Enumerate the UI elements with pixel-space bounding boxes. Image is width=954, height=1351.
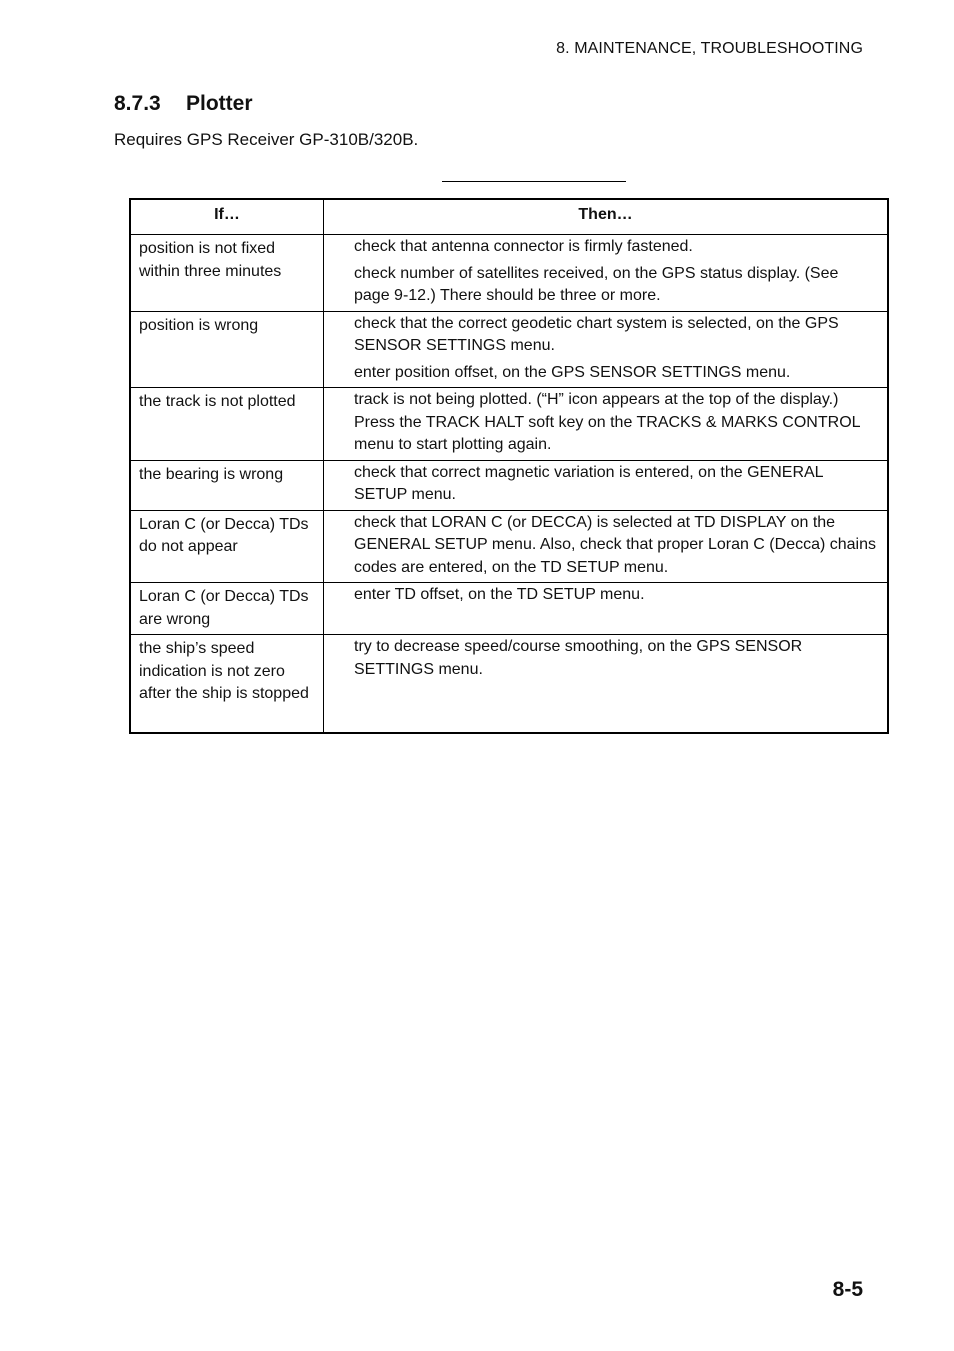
table-header-row	[130, 199, 888, 235]
column-header-if: If…	[130, 199, 324, 235]
symptom-cell: the bearing is wrong	[130, 460, 324, 510]
symptom-cell: position is wrong	[130, 311, 324, 388]
remedy-cell	[324, 635, 889, 733]
remedy-text: check that antenna connector is firmly fastened.	[354, 238, 693, 255]
table-row	[130, 635, 888, 733]
page-number: 8-5	[832, 1278, 863, 1301]
section-title: Plotter	[186, 92, 253, 115]
table-row	[130, 460, 888, 510]
symptom-cell: the ship’s speed indication is not zero after the ship is stopped	[130, 635, 324, 733]
symptom-cell: Loran C (or Decca) TDs do not appear	[130, 510, 324, 583]
remedy-text: check number of satellites received, on the GPS status display. (See page 9-12.) There should be three or more.	[354, 264, 839, 304]
remedy-text: try to decrease speed/course smoothing, on the GPS SENSOR SETTINGS menu.	[354, 638, 803, 678]
column-header-then: Then…	[324, 199, 889, 235]
remedy-cell	[324, 388, 889, 461]
remedy-cell	[324, 460, 889, 510]
remedy-text: check that LORAN C (or DECCA) is selected at TD DISPLAY on the GENERAL SETUP menu. Also, check that proper Loran C (Decca) chains codes are entered, on the TD SETUP menu.	[354, 513, 877, 576]
remedy-cell	[324, 583, 889, 635]
running-header: 8. MAINTENANCE, TROUBLESHOOTING	[556, 40, 863, 57]
remedy-text: enter position offset, on the GPS SENSOR SETTINGS menu.	[354, 363, 791, 381]
remedy-cell	[324, 311, 889, 388]
section-number: 8.7.3	[114, 92, 161, 115]
intro-text: Requires GPS Receiver GP-310B/320B.	[114, 130, 419, 149]
horizontal-rule	[442, 181, 626, 182]
table-row	[130, 388, 888, 461]
table-row	[130, 235, 888, 312]
table-row	[130, 583, 888, 635]
remedy-text: enter TD offset, on the TD SETUP menu.	[354, 586, 645, 603]
remedy-text: track is not being plotted. (“H” icon appears at the top of the display.) Press the TRACK HALT soft key on the TRACKS & MARKS CONTROL menu to start plotting again.	[354, 391, 860, 453]
symptom-cell: Loran C (or Decca) TDs are wrong	[130, 583, 324, 635]
table-row	[130, 510, 888, 583]
remedy-cell	[324, 235, 889, 312]
symptom-cell: the track is not plotted	[130, 388, 324, 461]
remedy-text: check that the correct geodetic chart system is selected, on the GPS SENSOR SETTINGS menu.	[354, 314, 839, 354]
symptom-cell: position is not fixed within three minutes	[130, 235, 324, 312]
remedy-text: check that correct magnetic variation is entered, on the GENERAL SETUP menu.	[354, 463, 823, 503]
troubleshooting-table	[129, 198, 889, 734]
remedy-cell	[324, 510, 889, 583]
table-row	[130, 311, 888, 388]
section-heading	[114, 92, 253, 116]
